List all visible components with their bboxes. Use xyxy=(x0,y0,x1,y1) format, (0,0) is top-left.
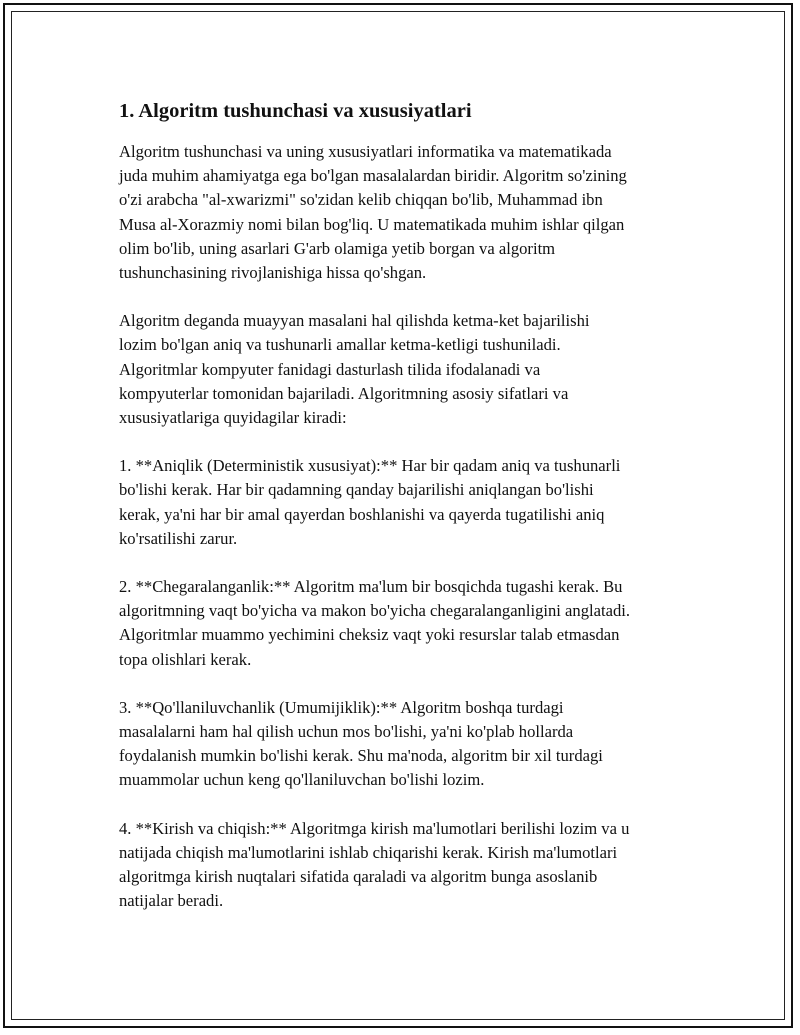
text-line: Algoritm deganda muayyan masalani hal qilishda ketma-ket bajarilishi xyxy=(119,311,590,331)
text-line: Algoritmlar kompyuter fanidagi dasturlash tilida ifodalanadi va xyxy=(119,359,541,379)
text-line: kompyuterlar tomonidan bajariladi. Algoritmning asosiy sifatlari va xyxy=(119,383,569,403)
text-line: 3. **Qo'llaniluvchanlik (Umumijiklik):** Algoritm boshqa turdagi xyxy=(119,697,564,717)
document-content xyxy=(119,96,694,937)
paragraph-list xyxy=(119,140,694,913)
paragraph xyxy=(119,817,694,914)
text-line: algoritmning vaqt bo'yicha va makon bo'yicha chegaralanganligini anglatadi. xyxy=(119,601,631,621)
text-line: natijalar beradi. xyxy=(119,891,224,911)
page-frame xyxy=(3,3,793,1028)
text-line: 2. **Chegaralanganlik:** Algoritm ma'lum bir bosqichda tugashi kerak. Bu xyxy=(119,577,623,597)
text-line: 1. **Aniqlik (Deterministik xususiyat):** Har bir qadam aniq va tushunarli xyxy=(119,456,621,476)
text-line: lozim bo'lgan aniq va tushunarli amallar ketma-ketligi tushuniladi. xyxy=(119,335,561,355)
text-line: foydalanish mumkin bo'lishi kerak. Shu ma'noda, algoritm bir xil turdagi xyxy=(119,746,603,766)
paragraph xyxy=(119,575,694,672)
text-line: tushunchasining rivojlanishiga hissa qo'shgan. xyxy=(119,263,427,283)
text-line: natijada chiqish ma'lumotlarini ishlab chiqarishi kerak. Kirish ma'lumotlari xyxy=(119,842,618,862)
text-line: 4. **Kirish va chiqish:** Algoritmga kirish ma'lumotlari berilishi lozim va u xyxy=(119,818,630,838)
paragraph xyxy=(119,309,694,430)
paragraph xyxy=(119,140,694,285)
text-line: Musa al-Xorazmiy nomi bilan bog'liq. U matematikada muhim ishlar qilgan xyxy=(119,214,625,234)
paragraph xyxy=(119,696,694,793)
text-line: topa olishlari kerak. xyxy=(119,649,252,669)
text-line: xususiyatlariga quyidagilar kiradi: xyxy=(119,408,347,428)
text-line: Algoritm tushunchasi va uning xususiyatlari informatika va matematikada xyxy=(119,142,612,161)
text-line: masalalarni ham hal qilish uchun mos bo'lishi, ya'ni ko'plab hollarda xyxy=(119,722,574,742)
text-line: juda muhim ahamiyatga ega bo'lgan masalalardan biridir. Algoritm so'zining xyxy=(119,166,627,186)
document-title: 1. Algoritm tushunchasi va xususiyatlari xyxy=(119,100,472,122)
text-line: olim bo'lib, uning asarlari G'arb olamiga yetib borgan va algoritm xyxy=(119,238,556,258)
text-line: muammolar uchun keng qo'llaniluvchan bo'lishi lozim. xyxy=(119,770,485,790)
text-line: algoritmga kirish nuqtalari sifatida qaraladi va algoritm bunga asoslanib xyxy=(119,867,598,887)
text-line: kerak, ya'ni har bir amal qayerdan boshlanishi va qayerda tugatilishi aniq xyxy=(119,504,605,524)
text-line: o'zi arabcha "al-xwarizmi" so'zidan kelib chiqqan bo'lib, Muhammad ibn xyxy=(119,190,603,210)
text-line: bo'lishi kerak. Har bir qadamning qanday bajarilishi aniqlangan bo'lishi xyxy=(119,480,594,500)
text-line: ko'rsatilishi zarur. xyxy=(119,528,238,548)
text-line: Algoritmlar muammo yechimini cheksiz vaqt yoki resurslar talab etmasdan xyxy=(119,625,620,645)
paragraph xyxy=(119,454,694,551)
